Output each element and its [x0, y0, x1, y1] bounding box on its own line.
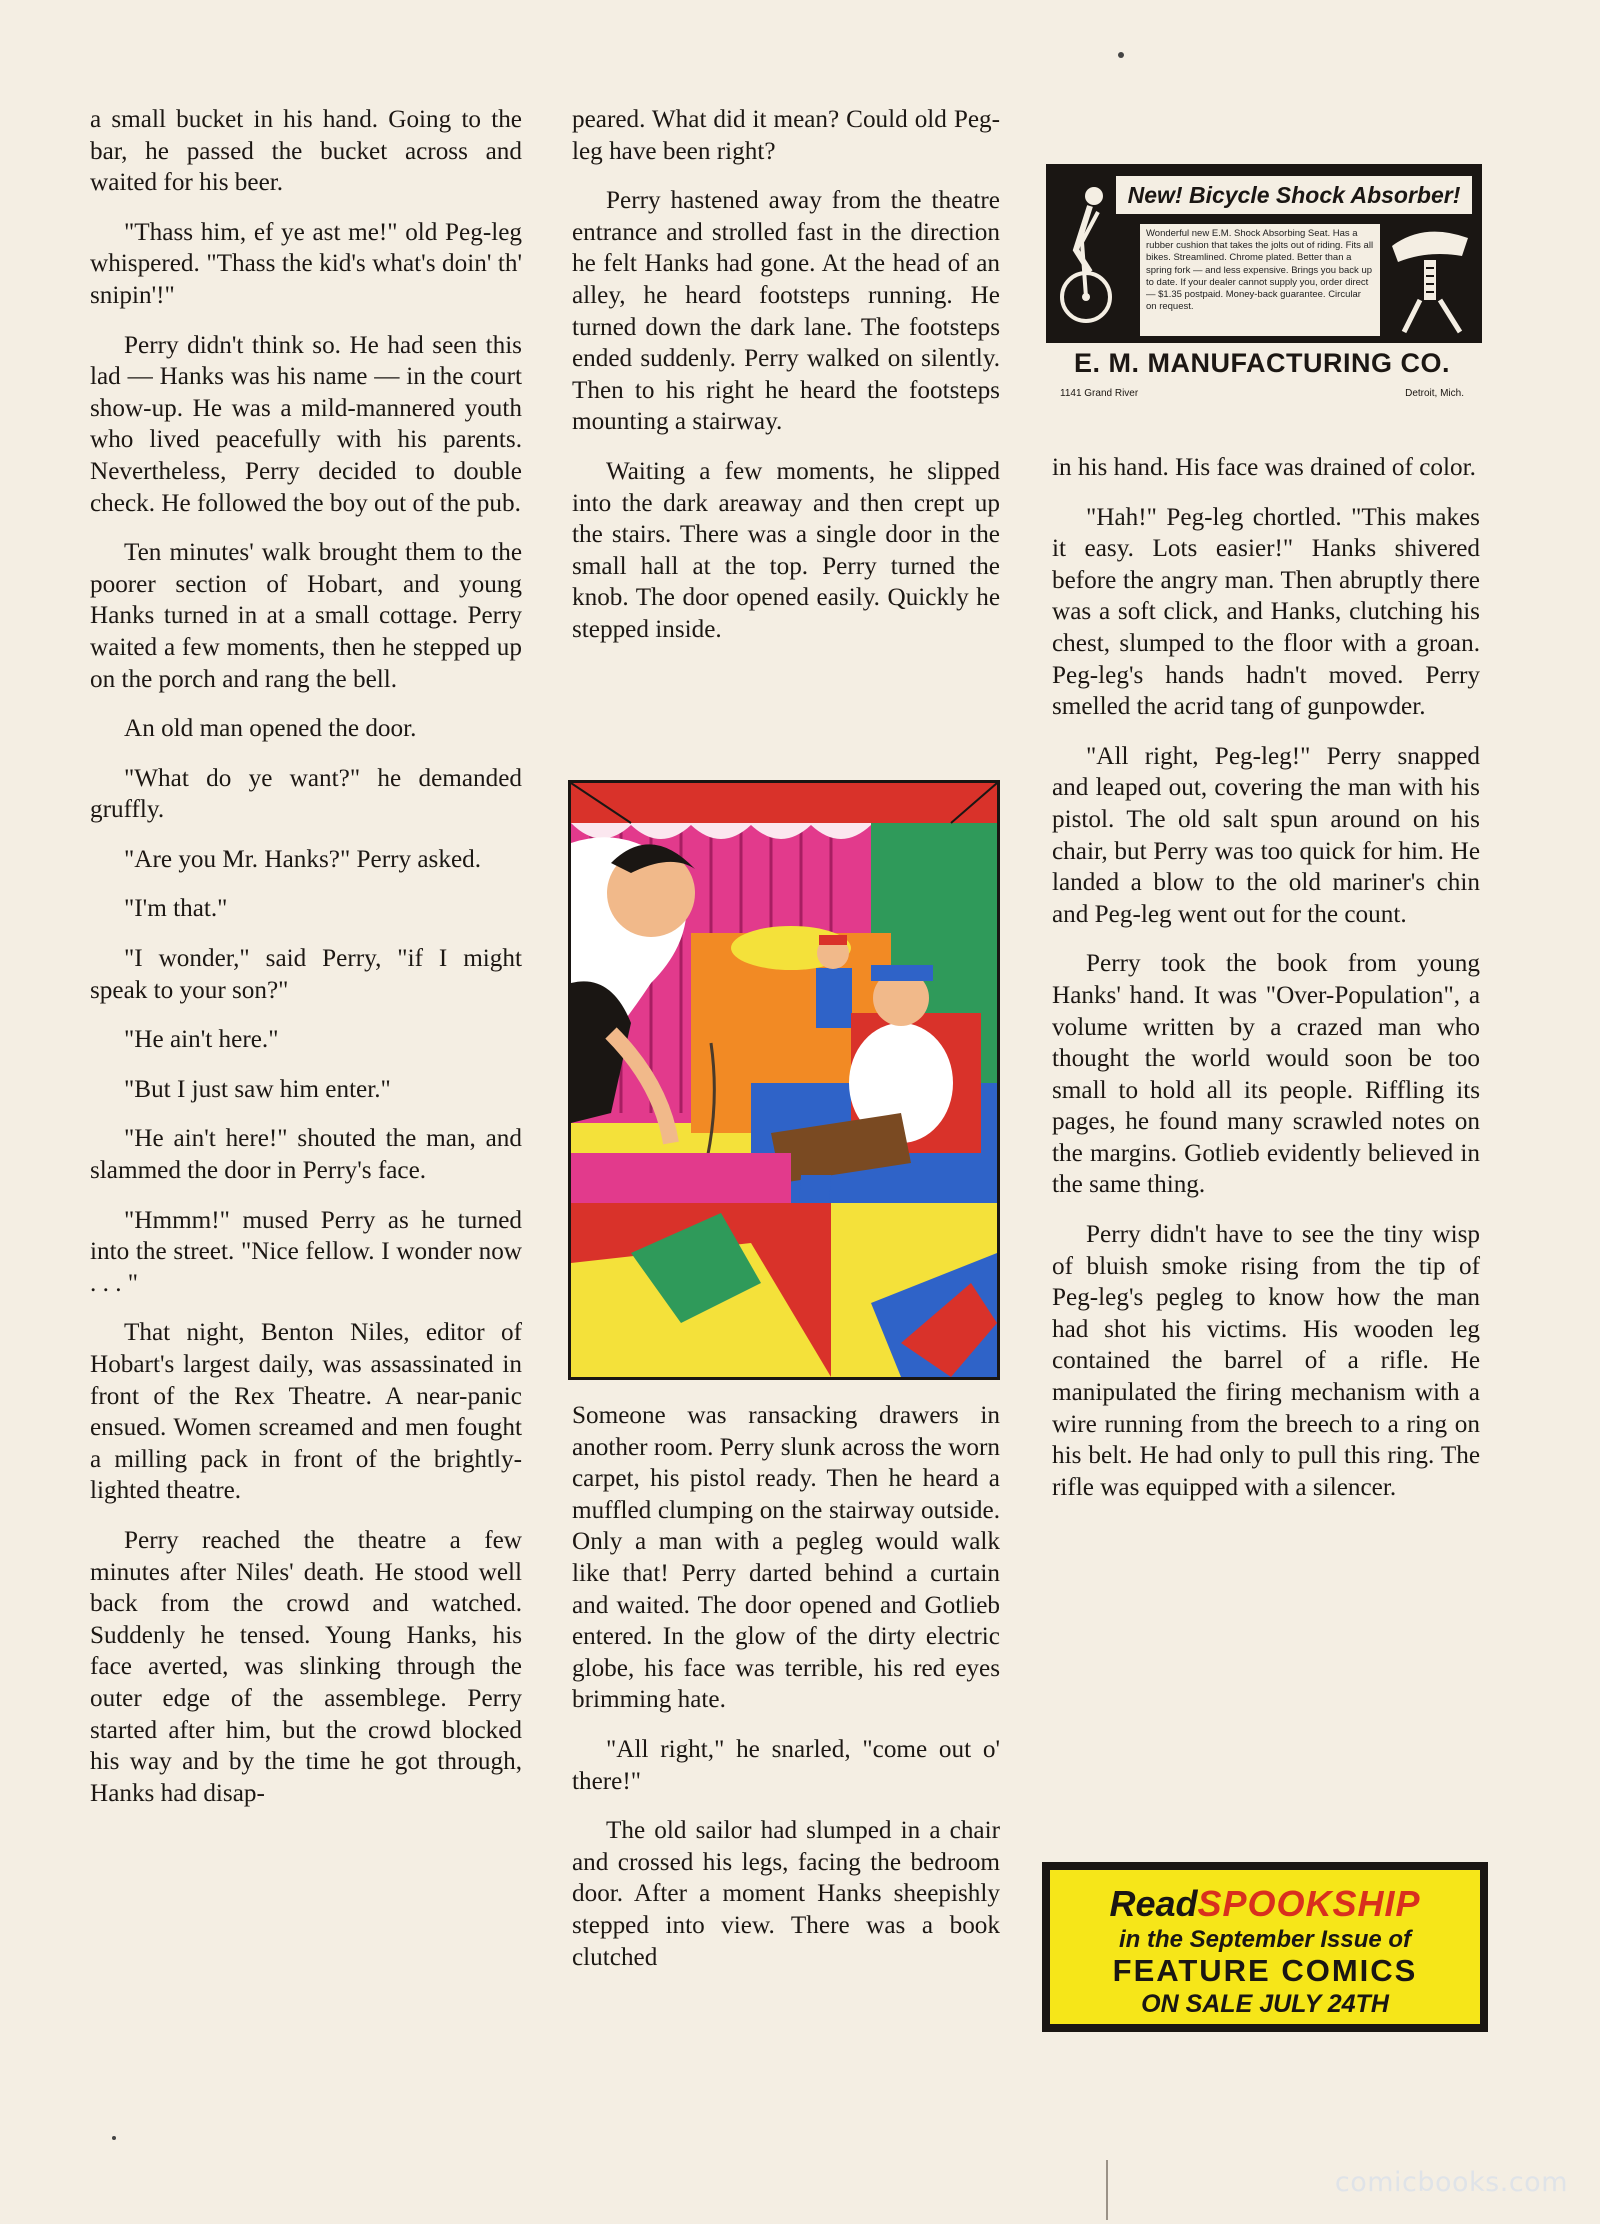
ad-headline: New! Bicycle Shock Absorber!: [1114, 174, 1474, 216]
feature-comics-ad-inner: [1050, 1870, 1480, 2024]
story-paragraph: Someone was ransacking drawers in another room. Perry slunk across the worn carpet, his pistol ready. Then he heard a muffled clumping on the stairway outside. Only a man with a pegleg would walk like that! Perry darted behind a curtain and waited. The door opened and Gotlieb entered. In the glow of the dirty electric globe, his face was terrible, his red eyes brimming hate.: [572, 1402, 1000, 1714]
story-paragraph: Perry took the book from young Hanks' hand. It was "Over-Population", a volume written by a crazed man who thought the world would soon be too small to hold all its people. Riffling its pages, he found many scrawled notes on the margins. Gotlieb evidently believed in the same thing.: [1052, 950, 1480, 1199]
story-column-2-top: [572, 104, 1000, 664]
story-paragraph: "What do ye want?" he demanded gruffly.: [90, 764, 522, 824]
watermark: comicbooks.com: [1334, 2167, 1568, 2198]
story-paragraph: "He ain't here!" shouted the man, and slammed the door in Perry's face.: [90, 1125, 522, 1185]
ad-spookship-title: SPOOKSHIP: [1197, 1883, 1421, 1924]
story-paragraph: The old sailor had slumped in a chair and crossed his legs, facing the bedroom door. After a moment Hanks sheepishly stepped into view. There was a book clutched: [572, 1817, 1000, 1971]
story-paragraph: "Thass him, ef ye ast me!" old Peg-leg whispered. "Thass the kid's what's doin' th' snipin'!": [90, 218, 522, 309]
ad-feature-comics: FEATURE COMICS: [1112, 1953, 1418, 1988]
story-paragraph: "Are you Mr. Hanks?" Perry asked.: [124, 845, 482, 873]
ad-issue-line: in the September Issue of: [1118, 1926, 1412, 1953]
story-paragraph: That night, Benton Niles, editor of Hobart's largest daily, was assassinated in front of the Rex Theatre. A near-panic ensued. Women screamed and men fought a milling pack in front of the brightly-lighted theatre.: [90, 1319, 522, 1505]
bicycle-shock-absorber-ad: [1046, 164, 1478, 418]
story-paragraph: "He ain't here.": [124, 1026, 279, 1054]
shock-absorber-seat-icon: [1384, 216, 1476, 336]
page-edge-mark: [1106, 2160, 1108, 2220]
story-paragraph: peared. What did it mean? Could old Peg-leg have been right?: [572, 106, 1000, 165]
story-column-3: [1052, 452, 1480, 1521]
comic-scene-icon: [571, 783, 997, 1377]
story-paragraph: "But I just saw him enter.": [124, 1075, 391, 1103]
story-paragraph: Perry reached the theatre a few minutes after Niles' death. He stood well back from the crowd and watched. Suddenly he tensed. Young Hanks, his face averted, was slinking through the outer edge of the assemblege. Perry started after him, but the crowd blocked his way and by the time he got through, Hanks had disap-: [90, 1526, 522, 1807]
story-paragraph: Waiting a few moments, he slipped into the dark areaway and then crept up the stairs. There was a single door in the small hall at the top. Perry turned the knob. The door opened easily. Quickly he stepped inside.: [572, 457, 1000, 643]
story-paragraph: in his hand. His face was drained of color.: [1052, 454, 1476, 481]
ad-on-sale-date: ON SALE JULY 24TH: [1141, 1990, 1389, 2018]
ad-address-street: 1141 Grand River: [1060, 388, 1139, 399]
story-paragraph: "All right," he snarled, "come out o' there!": [572, 1735, 1000, 1795]
ad-company-name: E. M. MANUFACTURING CO.: [1074, 348, 1450, 378]
ad-read-word: Read: [1109, 1883, 1198, 1924]
bicycle-illustration-icon: [1056, 172, 1116, 332]
ad-read-line: [1050, 1884, 1480, 1924]
story-paragraph: "Hah!" Peg-leg chortled. "This makes it easy. Lots easier!" Hanks shivered before the angry man. Then abruptly there was a soft click, and Hanks, clutching his chest, slumped to the floor with a groan. Peg-leg's hands hadn't moved. Perry smelled the acrid tang of gunpowder.: [1052, 503, 1480, 721]
story-paragraph: "I'm that.": [124, 895, 228, 923]
story-column-2-bottom: [572, 1400, 1000, 1991]
story-paragraph: An old man opened the door.: [124, 715, 417, 743]
story-paragraph: Perry hastened away from the theatre entrance and strolled fast in the direction he felt Hanks had gone. At the head of an alley, he heard footsteps running. He turned down the dark lane. The footsteps ended suddenly. Perry walked on silently. Then to his right he heard the footsteps mounting a stairway.: [572, 187, 1000, 436]
print-speck: [112, 2136, 116, 2140]
print-speck: [1118, 52, 1124, 58]
story-paragraph: "Hmmm!" mused Perry as he turned into the street. "Nice fellow. I wonder now . . . ": [90, 1206, 522, 1297]
feature-comics-ad: [1042, 1862, 1488, 2032]
story-paragraph: Perry didn't have to see the tiny wisp of bluish smoke rising from the tip of Peg-leg's pegleg to know how the man had shot his victims. His wooden leg contained the barrel of a rifle. He manipulated the firing mechanism with a wire running from the breech to a ring on his belt. He had only to pull this ring. The rifle was equipped with a silencer.: [1052, 1221, 1480, 1501]
story-paragraph: Ten minutes' walk brought them to the poorer section of Hobart, and young Hanks turned in at a small cottage. Perry waited a few moments, then he stepped up on the porch and rang the bell.: [90, 539, 522, 693]
ad-address-city: Detroit, Mich.: [1405, 388, 1464, 399]
ad-black-box: [1046, 164, 1482, 343]
ad-copy: Wonderful new E.M. Shock Absorbing Seat. Has a rubber cushion that takes the jolts out of riding. Fits all bikes. Streamlined. Chrome plated. Better than a spring fork — and less expensive. Brings you back up to date. If your dealer cannot supply you, order direct — $1.35 postpaid. Money-back guarantee. Circular on request.: [1140, 224, 1380, 336]
story-paragraph: "I wonder," said Perry, "if I might speak to your son?": [90, 945, 522, 1004]
story-paragraph: Perry didn't think so. He had seen this lad — Hanks was his name — in the court show-up. He was a mild-mannered youth who lived peacefully with his parents. Nevertheless, Perry decided to double check. He followed the boy out of the pub.: [90, 331, 522, 517]
story-column-1: [90, 104, 522, 1827]
story-paragraph: "All right, Peg-leg!" Perry snapped and leaped out, covering the man with his pistol. The old salt spun around on his chair, but Perry was too quick for him. He landed a blow to the old mariner's chin and Peg-leg went out for the count.: [1052, 742, 1480, 928]
comic-illustration-panel: [568, 780, 1000, 1380]
story-paragraph: a small bucket in his hand. Going to the bar, he passed the bucket across and waited for his beer.: [90, 106, 522, 197]
